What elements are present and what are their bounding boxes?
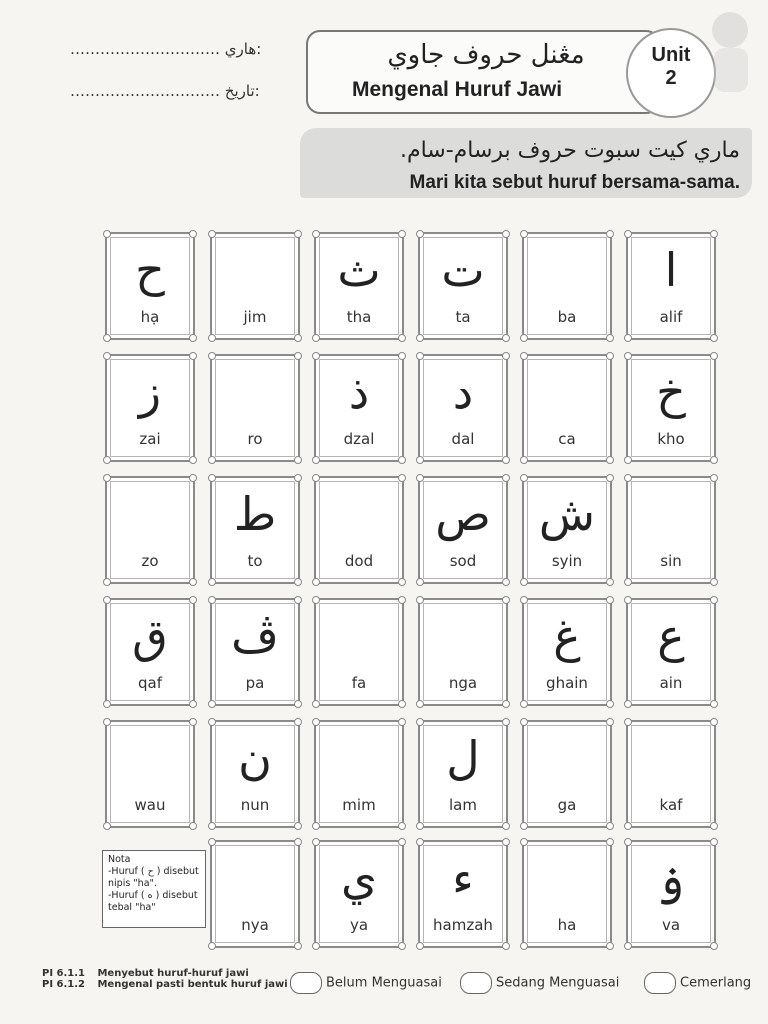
letter-name: jim <box>243 308 267 326</box>
card-corner-ornament <box>294 700 302 708</box>
letter-card <box>418 720 508 828</box>
card-corner-ornament <box>312 700 320 708</box>
card-corner-ornament <box>103 456 111 464</box>
letter-card <box>522 476 612 584</box>
card-corner-ornament <box>606 474 614 482</box>
letter-glyph: ط <box>233 487 277 541</box>
letter-card <box>522 840 612 948</box>
card-corner-ornament <box>416 456 424 464</box>
letter-name: lam <box>449 796 477 814</box>
card-corner-ornament <box>502 578 510 586</box>
card-corner-ornament <box>502 474 510 482</box>
letter-card <box>418 598 508 706</box>
card-corner-ornament <box>606 578 614 586</box>
letter-glyph: ذ <box>348 365 370 419</box>
letter-card <box>522 720 612 828</box>
card-corner-ornament <box>103 718 111 726</box>
letter-card <box>418 354 508 462</box>
letter-card <box>314 476 404 584</box>
card-corner-ornament <box>624 334 632 342</box>
card-corner-ornament <box>416 700 424 708</box>
card-corner-ornament <box>606 718 614 726</box>
letter-card <box>626 232 716 340</box>
card-corner-ornament <box>294 230 302 238</box>
card-corner-ornament <box>502 942 510 950</box>
letter-glyph: ق <box>132 609 168 663</box>
letter-glyph: ء <box>452 851 474 905</box>
note-line-2: -Huruf ( ه ) disebut tebal "ha" <box>108 890 198 913</box>
letter-glyph: غ <box>553 609 581 663</box>
card-corner-ornament <box>312 334 320 342</box>
card-corner-ornament <box>502 596 510 604</box>
letter-glyph: ت <box>441 243 485 297</box>
card-corner-ornament <box>624 822 632 830</box>
card-corner-ornament <box>294 474 302 482</box>
card-corner-ornament <box>294 596 302 604</box>
letter-name: dal <box>451 430 475 448</box>
letter-name: nya <box>241 916 269 934</box>
letter-name: ga <box>557 796 577 814</box>
letter-name: qaf <box>138 674 162 692</box>
checkbox-belum[interactable] <box>290 972 322 994</box>
card-corner-ornament <box>189 596 197 604</box>
note-box <box>102 850 206 928</box>
letter-glyph: ي <box>340 851 377 905</box>
card-corner-ornament <box>398 700 406 708</box>
card-corner-ornament <box>502 718 510 726</box>
card-corner-ornament <box>502 822 510 830</box>
card-corner-ornament <box>502 352 510 360</box>
card-corner-ornament <box>710 474 718 482</box>
letter-name: nun <box>240 796 270 814</box>
card-corner-ornament <box>398 838 406 846</box>
letter-card <box>314 598 404 706</box>
card-corner-ornament <box>624 700 632 708</box>
card-corner-ornament <box>520 578 528 586</box>
card-corner-ornament <box>624 942 632 950</box>
letter-card <box>210 598 300 706</box>
card-corner-ornament <box>502 456 510 464</box>
card-corner-ornament <box>208 838 216 846</box>
card-corner-ornament <box>398 596 406 604</box>
card-corner-ornament <box>208 942 216 950</box>
card-corner-ornament <box>606 700 614 708</box>
card-corner-ornament <box>502 838 510 846</box>
card-corner-ornament <box>189 352 197 360</box>
mascot-icon <box>696 6 758 102</box>
letter-card <box>105 476 195 584</box>
legend-sedang-label: Sedang Menguasai <box>496 975 620 991</box>
instruction-jawi: ماري كيت سبوت حروف برسام-سام. <box>399 138 740 163</box>
card-corner-ornament <box>520 942 528 950</box>
letter-name: kho <box>657 430 685 448</box>
letter-name: mim <box>342 796 376 814</box>
letter-name: zo <box>141 552 159 570</box>
day-dots: ………………………… <box>70 40 220 58</box>
letter-name: nga <box>448 674 478 692</box>
card-corner-ornament <box>416 474 424 482</box>
card-corner-ornament <box>312 474 320 482</box>
card-corner-ornament <box>606 352 614 360</box>
card-corner-ornament <box>520 596 528 604</box>
card-corner-ornament <box>103 334 111 342</box>
pi-list <box>42 968 288 990</box>
card-corner-ornament <box>606 230 614 238</box>
card-corner-ornament <box>624 578 632 586</box>
card-corner-ornament <box>502 230 510 238</box>
letter-name: va <box>661 916 681 934</box>
card-corner-ornament <box>103 352 111 360</box>
card-corner-ornament <box>312 942 320 950</box>
letter-card <box>314 354 404 462</box>
card-corner-ornament <box>103 700 111 708</box>
card-corner-ornament <box>294 334 302 342</box>
letter-card <box>418 476 508 584</box>
title-jawi: مڠنل حروف جاوي <box>387 40 585 70</box>
card-corner-ornament <box>520 230 528 238</box>
letter-glyph: ۏ <box>657 851 685 905</box>
card-corner-ornament <box>294 352 302 360</box>
letter-glyph: ش <box>538 487 596 541</box>
letter-card <box>626 354 716 462</box>
date-dots: ………………………… <box>70 82 220 100</box>
letter-card <box>626 598 716 706</box>
card-corner-ornament <box>398 474 406 482</box>
card-corner-ornament <box>312 838 320 846</box>
card-corner-ornament <box>502 334 510 342</box>
card-corner-ornament <box>398 352 406 360</box>
card-corner-ornament <box>710 578 718 586</box>
card-corner-ornament <box>416 838 424 846</box>
card-corner-ornament <box>416 578 424 586</box>
card-corner-ornament <box>189 474 197 482</box>
card-corner-ornament <box>710 334 718 342</box>
card-corner-ornament <box>189 456 197 464</box>
card-corner-ornament <box>398 230 406 238</box>
card-corner-ornament <box>624 230 632 238</box>
title-banner <box>306 30 660 114</box>
card-corner-ornament <box>398 822 406 830</box>
date-label: تاريخ: <box>224 82 260 100</box>
unit-label: Unit <box>651 44 691 66</box>
legend-belum[interactable] <box>290 972 442 994</box>
letter-name: ta <box>455 308 471 326</box>
card-corner-ornament <box>103 578 111 586</box>
letter-card <box>210 840 300 948</box>
card-corner-ornament <box>520 456 528 464</box>
card-corner-ornament <box>398 334 406 342</box>
card-corner-ornament <box>710 942 718 950</box>
letter-card <box>418 840 508 948</box>
card-corner-ornament <box>312 352 320 360</box>
title-rumi: Mengenal Huruf Jawi <box>352 78 563 101</box>
letter-glyph: ا <box>664 243 678 297</box>
card-corner-ornament <box>208 596 216 604</box>
letter-card <box>105 598 195 706</box>
letter-card <box>105 354 195 462</box>
letter-glyph: ع <box>657 609 685 663</box>
card-corner-ornament <box>710 838 718 846</box>
card-corner-ornament <box>189 230 197 238</box>
letter-name: ghain <box>546 674 588 692</box>
card-corner-ornament <box>520 352 528 360</box>
card-corner-ornament <box>624 352 632 360</box>
letter-name: kaf <box>659 796 683 814</box>
legend-belum-label: Belum Menguasai <box>326 975 442 991</box>
letter-card <box>522 232 612 340</box>
day-label: هاري: <box>224 40 262 58</box>
card-corner-ornament <box>398 718 406 726</box>
card-corner-ornament <box>103 474 111 482</box>
letter-name: dzal <box>343 430 375 448</box>
day-line <box>70 40 261 58</box>
letter-name: ya <box>349 916 369 934</box>
card-corner-ornament <box>416 230 424 238</box>
card-corner-ornament <box>520 822 528 830</box>
card-corner-ornament <box>294 822 302 830</box>
letter-name: hạ <box>140 308 160 326</box>
card-corner-ornament <box>208 230 216 238</box>
card-corner-ornament <box>710 718 718 726</box>
letter-name: ca <box>558 430 576 448</box>
card-corner-ornament <box>606 822 614 830</box>
card-corner-ornament <box>208 718 216 726</box>
letter-card <box>626 476 716 584</box>
card-corner-ornament <box>103 230 111 238</box>
letter-name: to <box>247 552 263 570</box>
pi2-code: PI 6.1.2 <box>42 979 86 990</box>
card-corner-ornament <box>520 474 528 482</box>
letter-card <box>210 354 300 462</box>
card-corner-ornament <box>624 456 632 464</box>
card-corner-ornament <box>606 334 614 342</box>
card-corner-ornament <box>398 456 406 464</box>
date-line <box>70 82 260 100</box>
letter-name: fa <box>351 674 367 692</box>
card-corner-ornament <box>312 230 320 238</box>
card-corner-ornament <box>312 718 320 726</box>
letter-card <box>210 232 300 340</box>
card-corner-ornament <box>189 334 197 342</box>
letter-name: alif <box>659 308 683 326</box>
instruction-rumi: Mari kita sebut huruf bersama-sama. <box>409 172 740 193</box>
card-corner-ornament <box>624 718 632 726</box>
card-corner-ornament <box>710 352 718 360</box>
letter-glyph: ڤ <box>231 609 279 663</box>
card-corner-ornament <box>416 352 424 360</box>
letter-card <box>314 232 404 340</box>
card-corner-ornament <box>416 822 424 830</box>
card-corner-ornament <box>502 700 510 708</box>
card-corner-ornament <box>294 456 302 464</box>
card-corner-ornament <box>520 838 528 846</box>
card-corner-ornament <box>189 822 197 830</box>
letter-name: ha <box>557 916 577 934</box>
letter-name: ain <box>659 674 683 692</box>
card-corner-ornament <box>208 822 216 830</box>
card-corner-ornament <box>398 942 406 950</box>
card-corner-ornament <box>624 838 632 846</box>
card-corner-ornament <box>398 578 406 586</box>
card-corner-ornament <box>312 596 320 604</box>
card-corner-ornament <box>606 596 614 604</box>
card-corner-ornament <box>710 822 718 830</box>
letter-glyph: خ <box>656 365 686 419</box>
card-corner-ornament <box>710 700 718 708</box>
card-corner-ornament <box>416 942 424 950</box>
letter-card <box>210 476 300 584</box>
card-corner-ornament <box>294 942 302 950</box>
pi1-code: PI 6.1.1 <box>42 968 86 979</box>
card-corner-ornament <box>624 474 632 482</box>
letter-card <box>314 720 404 828</box>
card-corner-ornament <box>606 838 614 846</box>
letter-name: hamzah <box>433 916 493 934</box>
card-corner-ornament <box>416 718 424 726</box>
card-corner-ornament <box>416 334 424 342</box>
letter-name: tha <box>346 308 372 326</box>
card-corner-ornament <box>103 596 111 604</box>
card-corner-ornament <box>520 700 528 708</box>
checkbox-cemerlang[interactable] <box>644 972 676 994</box>
letter-name: pa <box>245 674 265 692</box>
card-corner-ornament <box>208 352 216 360</box>
card-corner-ornament <box>710 230 718 238</box>
legend-cemerlang-label: Cemerlang <box>680 975 752 991</box>
note-title: Nota <box>108 854 131 865</box>
letter-glyph: ل <box>446 731 480 785</box>
letter-glyph: ح <box>135 243 165 297</box>
pi1-text: Menyebut huruf-huruf jawi <box>97 968 249 979</box>
letter-name: wau <box>134 796 166 814</box>
card-corner-ornament <box>624 596 632 604</box>
card-corner-ornament <box>312 822 320 830</box>
card-corner-ornament <box>208 474 216 482</box>
unit-number: 2 <box>665 67 677 89</box>
card-corner-ornament <box>208 700 216 708</box>
card-corner-ornament <box>520 334 528 342</box>
letter-card <box>210 720 300 828</box>
letter-card <box>418 232 508 340</box>
card-corner-ornament <box>208 578 216 586</box>
card-corner-ornament <box>294 578 302 586</box>
letter-card <box>105 232 195 340</box>
card-corner-ornament <box>103 822 111 830</box>
card-corner-ornament <box>520 718 528 726</box>
card-corner-ornament <box>606 942 614 950</box>
letter-name: sod <box>449 552 477 570</box>
letter-card <box>522 354 612 462</box>
note-line-1: -Huruf ( ح ) disebut nipis "ha". <box>108 866 199 889</box>
letter-card <box>314 840 404 948</box>
letter-name: syin <box>551 552 583 570</box>
letter-glyph: ث <box>337 243 381 297</box>
card-corner-ornament <box>710 456 718 464</box>
letter-glyph: ز <box>138 365 162 419</box>
card-corner-ornament <box>189 700 197 708</box>
letter-card <box>105 720 195 828</box>
card-corner-ornament <box>294 838 302 846</box>
card-corner-ornament <box>710 596 718 604</box>
card-corner-ornament <box>312 456 320 464</box>
card-corner-ornament <box>416 596 424 604</box>
legend-sedang[interactable] <box>460 972 619 994</box>
legend-cemerlang[interactable] <box>644 972 751 994</box>
letter-name: ba <box>557 308 577 326</box>
card-corner-ornament <box>208 334 216 342</box>
letter-name: ro <box>247 430 263 448</box>
letter-glyph: د <box>452 365 474 419</box>
card-corner-ornament <box>189 578 197 586</box>
letter-card <box>626 840 716 948</box>
letter-card <box>626 720 716 828</box>
letter-name: zai <box>139 430 161 448</box>
letter-name: dod <box>344 552 374 570</box>
card-corner-ornament <box>189 718 197 726</box>
card-corner-ornament <box>312 578 320 586</box>
card-corner-ornament <box>208 456 216 464</box>
letter-card <box>522 598 612 706</box>
card-corner-ornament <box>294 718 302 726</box>
pi2-text: Mengenal pasti bentuk huruf jawi <box>97 979 288 990</box>
card-corner-ornament <box>606 456 614 464</box>
letter-glyph: ن <box>238 731 272 785</box>
letter-name: sin <box>660 552 682 570</box>
letter-glyph: ص <box>435 487 491 541</box>
checkbox-sedang[interactable] <box>460 972 492 994</box>
